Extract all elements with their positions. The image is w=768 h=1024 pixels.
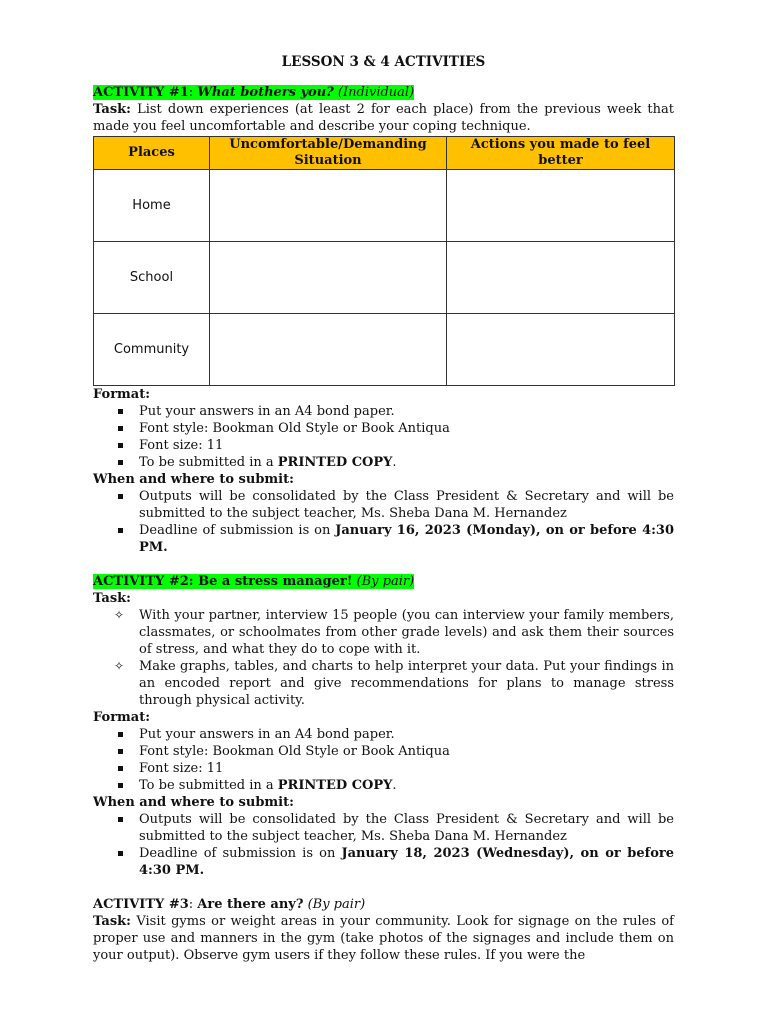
activity1-task xyxy=(93,101,674,135)
list-item: Put your answers in an A4 bond paper. xyxy=(93,403,674,420)
activity1-heading xyxy=(93,84,674,101)
table-cell-situation[interactable] xyxy=(210,242,447,314)
table-cell-place: School xyxy=(94,242,210,314)
table-cell-actions[interactable] xyxy=(447,170,675,242)
activity2-highlight xyxy=(93,574,414,589)
list-item xyxy=(93,607,674,658)
list-item xyxy=(93,845,674,879)
list-item xyxy=(93,658,674,709)
table-cell-place: Community xyxy=(94,314,210,386)
printed-period: . xyxy=(392,778,397,793)
list-item: Font size: 11 xyxy=(93,437,674,454)
activity2-submit-list xyxy=(93,811,674,879)
activity1-format-list xyxy=(93,403,674,471)
table-cell-place: Home xyxy=(94,170,210,242)
activity3-task-text: Visit gyms or weight areas in your community. Look for signage on the rules of proper use and manners in the gym (take photos of the signages and include them on your output). Observe gym users if they follow these rules. If you were the xyxy=(93,914,674,963)
list-item: Put your answers in an A4 bond paper. xyxy=(93,726,674,743)
activity3-task xyxy=(93,913,674,964)
activity1-submit-label: When and where to submit: xyxy=(93,472,294,487)
activity2-label: ACTIVITY #2: Be a stress manager! xyxy=(93,574,353,589)
deadline-date: January 16, 2023 (Monday), on or before 4:30 PM. xyxy=(139,523,674,555)
printed-period: . xyxy=(392,455,397,470)
activity3-colon: : xyxy=(188,897,198,912)
activity3-mode: (By pair) xyxy=(303,897,366,912)
task-text: With your partner, interview 15 people (you can interview your family members, classmates, or schoolmates from other grade levels) and ask them their sources of stress, and what they do to cope with it. xyxy=(139,608,674,657)
table-cell-actions[interactable] xyxy=(447,314,675,386)
activity1-highlight xyxy=(93,85,414,100)
table-row xyxy=(94,314,675,386)
table-cell-actions[interactable] xyxy=(447,242,675,314)
diamond-star-icon: ✧ xyxy=(114,608,125,622)
table-row xyxy=(94,242,675,314)
activity3-task-label: Task: xyxy=(93,914,131,929)
activity1-format-label: Format: xyxy=(93,387,151,402)
activity3-name: Are there any? xyxy=(197,897,304,912)
activity1-name: What bothers you? xyxy=(197,85,334,100)
table-cell-situation[interactable] xyxy=(210,170,447,242)
table-header-situation: Uncomfortable/Demanding Situation xyxy=(210,137,447,170)
activity1-submit-list xyxy=(93,488,674,556)
activity1-colon: : xyxy=(188,85,198,100)
activity2-format-list xyxy=(93,726,674,794)
activity1-table xyxy=(93,136,675,386)
table-cell-situation[interactable] xyxy=(210,314,447,386)
diamond-star-icon: ✧ xyxy=(114,659,125,673)
printed-copy: PRINTED COPY xyxy=(277,455,393,470)
activity2-mode: (By pair) xyxy=(352,574,415,589)
activity3-label: ACTIVITY #3 xyxy=(93,897,189,912)
activity2-task-label: Task: xyxy=(93,591,131,606)
list-item: Outputs will be consolidated by the Class President & Secretary and will be submitted to the subject teacher, Ms. Sheba Dana M. Hernandez xyxy=(93,488,674,522)
task-text: Make graphs, tables, and charts to help interpret your data. Put your findings in an encoded report and give recommendations for plans to manage stress through physical activity. xyxy=(139,659,674,708)
list-item: Font size: 11 xyxy=(93,760,674,777)
activity1-task-text: List down experiences (at least 2 for each place) from the previous week that made you feel uncomfortable and describe your coping technique. xyxy=(93,102,674,134)
activity1-task-label: Task: xyxy=(93,102,131,117)
activity2-format-label: Format: xyxy=(93,710,151,725)
table-header-row xyxy=(94,137,675,170)
printed-copy: PRINTED COPY xyxy=(277,778,393,793)
list-item: Font style: Bookman Old Style or Book Antiqua xyxy=(93,743,674,760)
activity2-heading xyxy=(93,573,674,590)
table-header-actions: Actions you made to feel better xyxy=(447,137,675,170)
deadline-date: January 18, 2023 (Wednesday), on or before 4:30 PM. xyxy=(139,846,674,878)
deadline-prefix: Deadline of submission is on xyxy=(139,523,336,538)
activity3-heading xyxy=(93,896,674,913)
list-item: Font style: Bookman Old Style or Book Antiqua xyxy=(93,420,674,437)
list-item xyxy=(93,454,674,471)
page-title: LESSON 3 & 4 ACTIVITIES xyxy=(281,54,486,70)
table-row xyxy=(94,170,675,242)
list-item xyxy=(93,522,674,556)
table-header-places: Places xyxy=(94,137,210,170)
activity2-task-list xyxy=(93,607,674,709)
activity1-label: ACTIVITY #1 xyxy=(93,85,189,100)
printed-prefix: To be submitted in a xyxy=(139,778,278,793)
activity1-mode: (Individual) xyxy=(333,85,415,100)
printed-prefix: To be submitted in a xyxy=(139,455,278,470)
deadline-prefix: Deadline of submission is on xyxy=(139,846,342,861)
list-item: Outputs will be consolidated by the Class President & Secretary and will be submitted to the subject teacher, Ms. Sheba Dana M. Hernandez xyxy=(93,811,674,845)
list-item xyxy=(93,777,674,794)
activity2-submit-label: When and where to submit: xyxy=(93,795,294,810)
